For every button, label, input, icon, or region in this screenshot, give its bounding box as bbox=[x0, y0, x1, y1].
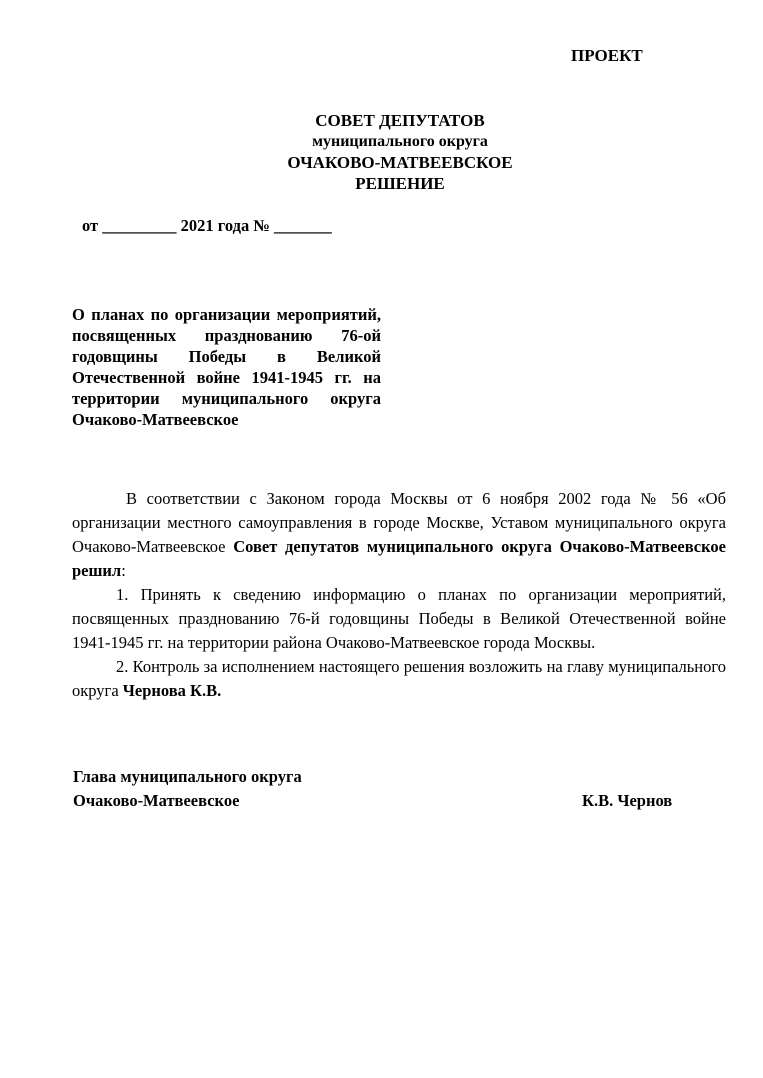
date-number-line: от _________ 2021 года № _______ bbox=[82, 216, 332, 235]
document-heading bbox=[0, 110, 763, 194]
signatory-title-line1: Глава муниципального округа bbox=[73, 767, 302, 786]
decision-item-1: 1. Принять к сведению информацию о планах по организации мероприятий, посвященных празднованию 76-й годовщины Победы в Великой Отечественной войне 1941-1945 гг. на территории района Очаково-Матвеевское города Москвы. bbox=[72, 585, 726, 652]
heading-municipal: муниципального округа bbox=[312, 133, 488, 150]
item2-bold: Чернова К.В. bbox=[122, 681, 222, 700]
intro-end: : bbox=[121, 561, 126, 580]
heading-district: ОЧАКОВО-МАТВЕЕВСКОЕ bbox=[287, 153, 513, 172]
decision-subject: О планах по организации мероприятий, посвященных празднованию 76-ой годовщины Победы в Великой Отечественной войне 1941-1945 гг. на территории муниципального округа Очаково-Матвеевское bbox=[72, 305, 381, 429]
intro-bold: Совет депутатов муниципального округа Очаково-Матвеевское решил bbox=[72, 537, 726, 580]
intro-paragraph bbox=[72, 487, 726, 583]
heading-council: СОВЕТ ДЕПУТАТОВ bbox=[315, 111, 485, 130]
decision-item-2 bbox=[72, 655, 726, 703]
signatory-name: К.В. Чернов bbox=[582, 791, 673, 810]
signatory-title bbox=[73, 765, 302, 813]
item2-text: 2. Контроль за исполнением настоящего решения возложить на главу муниципального округа bbox=[72, 657, 726, 700]
decision-body bbox=[72, 487, 726, 703]
signatory-title-line2: Очаково-Матвеевское bbox=[73, 791, 240, 810]
heading-decision: РЕШЕНИЕ bbox=[355, 174, 445, 193]
intro-text: В соответствии с Законом города Москвы от 6 ноября 2002 года № 56 «Об организации местного самоуправления в городе Москве, Уставом муниципального округа Очаково-Матвеевское bbox=[72, 489, 726, 556]
draft-stamp: ПРОЕКТ bbox=[571, 46, 643, 65]
